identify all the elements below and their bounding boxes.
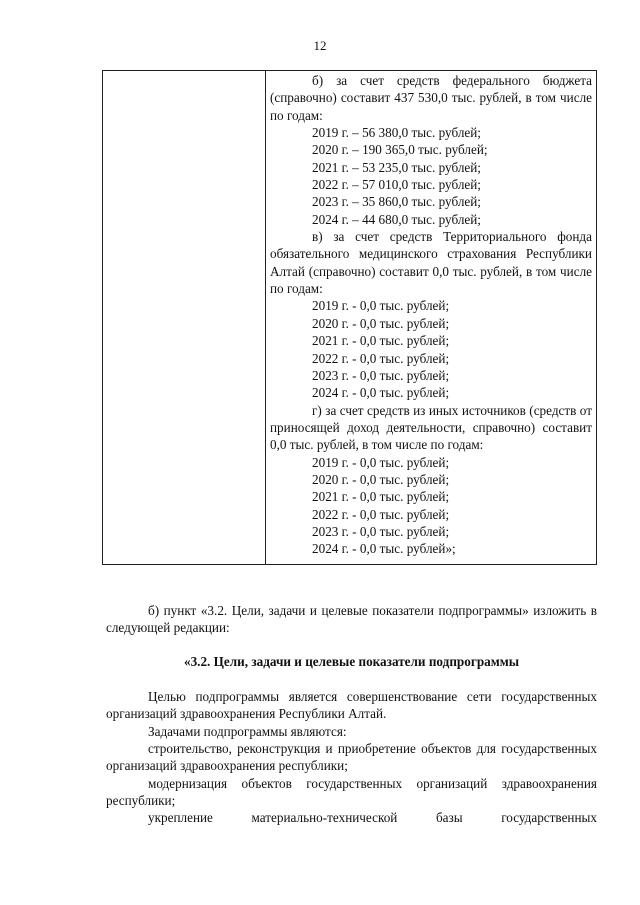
tfoms-intro: в) за счет средств Территориального фонда обязательного медицинского страхования Республики Алтай (справочно) составит 0,0 тыс. рублей, в том числе по годам: bbox=[270, 229, 592, 297]
year-line: 2023 г. - 0,0 тыс. рублей; bbox=[312, 523, 450, 539]
year-line: 2024 г. – 44 680,0 тыс. рублей; bbox=[312, 211, 481, 227]
table-content-cell bbox=[266, 71, 597, 565]
amendment-paragraph bbox=[106, 602, 597, 637]
federal-budget-intro: б) за счет средств федерального бюджета (справочно) составит 437 530,0 тыс. рублей, в том числе по годам: bbox=[270, 73, 592, 123]
other-sources-intro: г) за счет средств из иных источников (средств от приносящей доход деятельности, справочно) составит 0,0 тыс. рублей, в том числе по годам: bbox=[270, 402, 592, 453]
section-body bbox=[106, 688, 597, 827]
year-line: 2024 г. - 0,0 тыс. рублей»; bbox=[312, 541, 456, 557]
year-line: 2023 г. – 35 860,0 тыс. рублей; bbox=[312, 194, 481, 210]
task-item: строительство, реконструкция и приобретение объектов для государственных организаций здравоохранения республики; bbox=[106, 741, 597, 774]
year-line: 2019 г. - 0,0 тыс. рублей; bbox=[312, 454, 450, 470]
year-line: 2021 г. – 53 235,0 тыс. рублей; bbox=[312, 159, 481, 175]
funding-table bbox=[102, 70, 597, 565]
year-line: 2020 г. - 0,0 тыс. рублей; bbox=[312, 471, 450, 487]
year-line: 2022 г. - 0,0 тыс. рублей; bbox=[312, 350, 450, 366]
task-item-continued: укрепление материально-технической базы государственных bbox=[148, 810, 597, 826]
section-heading: «3.2. Цели, задачи и целевые показатели подпрограммы bbox=[183, 654, 520, 669]
task-item: модернизация объектов государственных организаций здравоохранения республики; bbox=[106, 775, 597, 809]
goal-paragraph: Целью подпрограммы является совершенствование сети государственных организаций здравоохранения Республики Алтай. bbox=[106, 689, 597, 722]
year-line: 2020 г. - 0,0 тыс. рублей; bbox=[312, 315, 450, 331]
year-line: 2019 г. - 0,0 тыс. рублей; bbox=[312, 298, 450, 314]
year-line: 2022 г. - 0,0 тыс. рублей; bbox=[312, 506, 450, 522]
year-line: 2024 г. - 0,0 тыс. рублей; bbox=[312, 385, 450, 401]
year-line: 2022 г. – 57 010,0 тыс. рублей; bbox=[312, 177, 481, 193]
year-line: 2021 г. - 0,0 тыс. рублей; bbox=[312, 489, 450, 505]
tasks-intro: Задачами подпрограммы являются: bbox=[148, 723, 347, 739]
table-label-cell bbox=[103, 71, 266, 565]
year-line: 2020 г. – 190 365,0 тыс. рублей; bbox=[312, 142, 488, 158]
section-heading-block bbox=[106, 653, 597, 670]
amendment-text: б) пункт «3.2. Цели, задачи и целевые показатели подпрограммы» изложить в следующей редакции: bbox=[106, 603, 597, 636]
year-line: 2019 г. – 56 380,0 тыс. рублей; bbox=[312, 125, 481, 141]
page-number: 12 bbox=[313, 38, 327, 53]
year-line: 2021 г. - 0,0 тыс. рублей; bbox=[312, 333, 450, 349]
table-row bbox=[103, 71, 597, 565]
year-line: 2023 г. - 0,0 тыс. рублей; bbox=[312, 367, 450, 383]
